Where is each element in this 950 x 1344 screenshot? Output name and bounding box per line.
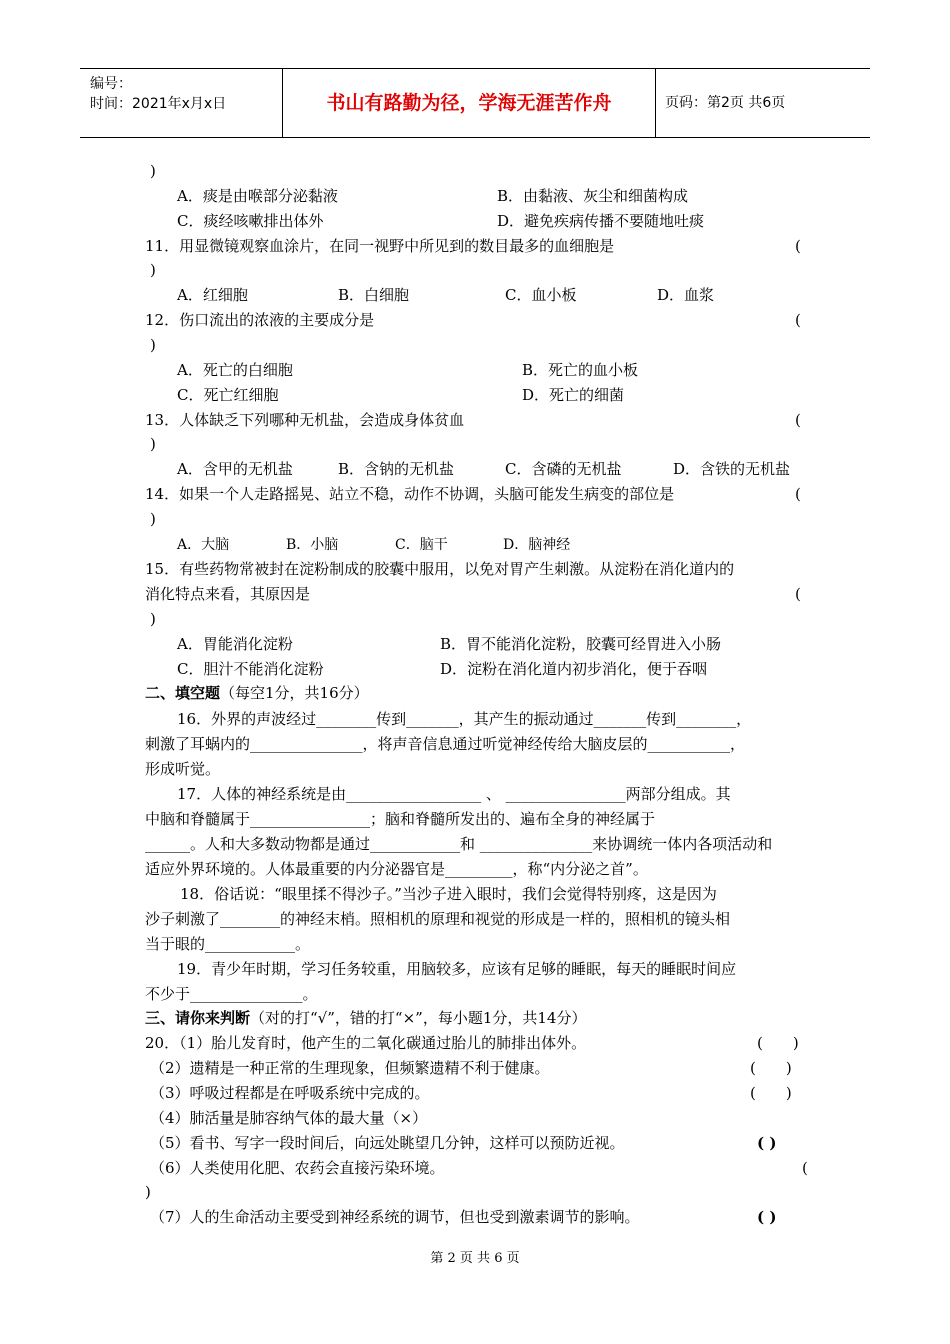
option-a: A．痰是由喉部分泌黏液: [177, 187, 338, 205]
option-c: C．胆汁不能消化淀粉: [177, 660, 324, 678]
option-d: D．淀粉在消化道内初步消化，便于吞咽: [440, 660, 708, 678]
section-3-heading: [145, 1008, 586, 1028]
paren-open: (: [795, 485, 801, 503]
judge-item-4: （4）肺活量是肺容纳气体的最大量（×）: [150, 1109, 428, 1127]
option-d: D．避免疾病传播不要随地吐痰: [497, 212, 705, 230]
option-a: A．红细胞: [177, 286, 248, 304]
answer-paren: ( ): [750, 1084, 792, 1102]
paren-close: ): [150, 261, 156, 279]
question-17: 17．人体的神经系统是由__________________ 、 ________________两部分组成。其: [177, 785, 731, 803]
option-a: A．死亡的白细胞: [177, 361, 293, 379]
option-b: B．小脑: [286, 537, 339, 553]
paren-close: ): [150, 336, 156, 354]
option-c: C．痰经咳嗽排出体外: [177, 212, 324, 230]
question-11: 11．用显微镜观察血涂片，在同一视野中所见到的数目最多的血细胞是: [145, 237, 615, 255]
question-15-cont: 消化特点来看，其原因是: [145, 585, 311, 603]
page-header: [80, 68, 870, 138]
paren-open: (: [795, 311, 801, 329]
question-19-cont: 不少于_______________。: [145, 985, 318, 1003]
option-d: D．血浆: [657, 286, 715, 304]
paren-close: ): [150, 162, 156, 180]
question-15: 15．有些药物常被封在淀粉制成的胶囊中服用，以免对胃产生刺激。从淀粉在消化道内的: [145, 560, 735, 578]
option-a: A．大脑: [177, 537, 230, 553]
number-label: 编号：: [90, 76, 132, 92]
date-label: 时间：2021年x月x日: [90, 96, 227, 112]
option-a: A．含甲的无机盐: [177, 460, 293, 478]
question-16-cont: 形成听觉。: [145, 760, 221, 778]
option-d: D．死亡的细菌: [522, 386, 625, 404]
option-b: B．由黏液、灰尘和细菌构成: [497, 187, 689, 205]
paren-close: ): [150, 610, 156, 628]
answer-paren: ( ): [757, 1208, 777, 1226]
judge-item-7: （7）人的生命活动主要受到神经系统的调节，但也受到激素调节的影响。: [150, 1208, 640, 1226]
option-b: B．白细胞: [338, 286, 410, 304]
option-c: C．含磷的无机盐: [505, 460, 622, 478]
section-3-score: （对的打“√”，错的打“×”，每小题1分，共14分）: [250, 1009, 587, 1027]
question-13: 13．人体缺乏下列哪种无机盐，会造成身体贫血: [145, 411, 465, 429]
section-2-heading: [145, 683, 369, 703]
header-motto: 书山有路勤为径，学海无涯苦作舟: [283, 69, 656, 137]
question-18-cont: 当于眼的____________。: [145, 935, 311, 953]
option-c: C．脑干: [395, 537, 448, 553]
section-3-title: 三、请你来判断: [145, 1009, 251, 1027]
question-12: 12．伤口流出的浓液的主要成分是: [145, 311, 375, 329]
judge-item-1: 20．（1）胎儿发育时，他产生的二氧化碳通过胎儿的肺排出体外。: [145, 1034, 587, 1052]
option-b: B．胃不能消化淀粉，胶囊可经胃进入小肠: [440, 635, 722, 653]
option-c: C．血小板: [505, 286, 577, 304]
judge-item-5: （5）看书、写字一段时间后，向远处眺望几分钟，这样可以预防近视。: [150, 1134, 625, 1152]
answer-paren: ( ): [757, 1134, 777, 1152]
question-17-cont: 中脑和脊髓属于________________；脑和脊髓所发出的、遍布全身的神经属于: [145, 810, 656, 828]
option-b: B．含钠的无机盐: [338, 460, 455, 478]
question-18: 18．俗话说：“眼里揉不得沙子。”当沙子进入眼时，我们会觉得特别疼，这是因为: [180, 885, 717, 903]
page-footer: 第 2 页 共 6 页: [430, 1251, 520, 1266]
answer-paren: ( ): [750, 1059, 792, 1077]
paren-close: ): [150, 510, 156, 528]
paren-close: ): [150, 435, 156, 453]
question-14: 14．如果一个人走路摇晃、站立不稳，动作不协调，头脑可能发生病变的部位是: [145, 485, 675, 503]
option-a: A．胃能消化淀粉: [177, 635, 293, 653]
header-page-label: 页码：第2页 共6页: [665, 95, 786, 111]
section-2-score: （每空1分，共16分）: [220, 684, 369, 702]
answer-paren: ( ): [757, 1034, 799, 1052]
option-d: D．含铁的无机盐: [673, 460, 791, 478]
paren-open: (: [795, 237, 801, 255]
option-d: D．脑神经: [503, 537, 571, 553]
judge-item-2: （2）遗精是一种正常的生理现象，但频繁遗精不利于健康。: [150, 1059, 550, 1077]
question-17-cont: ______。人和大多数动物都是通过____________和 _______________来协调统一体内各项活动和: [145, 835, 773, 853]
question-16-cont: 刺激了耳蜗内的_______________，将声音信息通过听觉神经传给大脑皮层的___________，: [145, 735, 746, 753]
option-c: C．死亡红细胞: [177, 386, 279, 404]
header-meta-cell: [80, 69, 283, 137]
question-18-cont: 沙子刺激了________的神经末梢。照相机的原理和视觉的形成是一样的，照相机的镜头相: [145, 910, 731, 928]
judge-item-6: （6）人类使用化肥、农药会直接污染环境。: [150, 1159, 445, 1177]
option-b: B．死亡的血小板: [522, 361, 639, 379]
section-2-title: 二、填空题: [145, 684, 221, 702]
question-16: 16．外界的声波经过________传到_______，其产生的振动通过_______传到________，: [177, 710, 752, 728]
question-17-cont: 适应外界环境的。人体最重要的内分泌器官是_________，称“内分泌之首”。: [145, 860, 648, 878]
paren-open: (: [802, 1159, 808, 1177]
question-19: 19．青少年时期，学习任务较重，用脑较多，应该有足够的睡眠，每天的睡眠时间应: [177, 960, 737, 978]
paren-open: (: [795, 585, 801, 603]
paren-close: ): [145, 1183, 151, 1201]
judge-item-3: （3）呼吸过程都是在呼吸系统中完成的。: [150, 1084, 430, 1102]
paren-open: (: [795, 411, 801, 429]
